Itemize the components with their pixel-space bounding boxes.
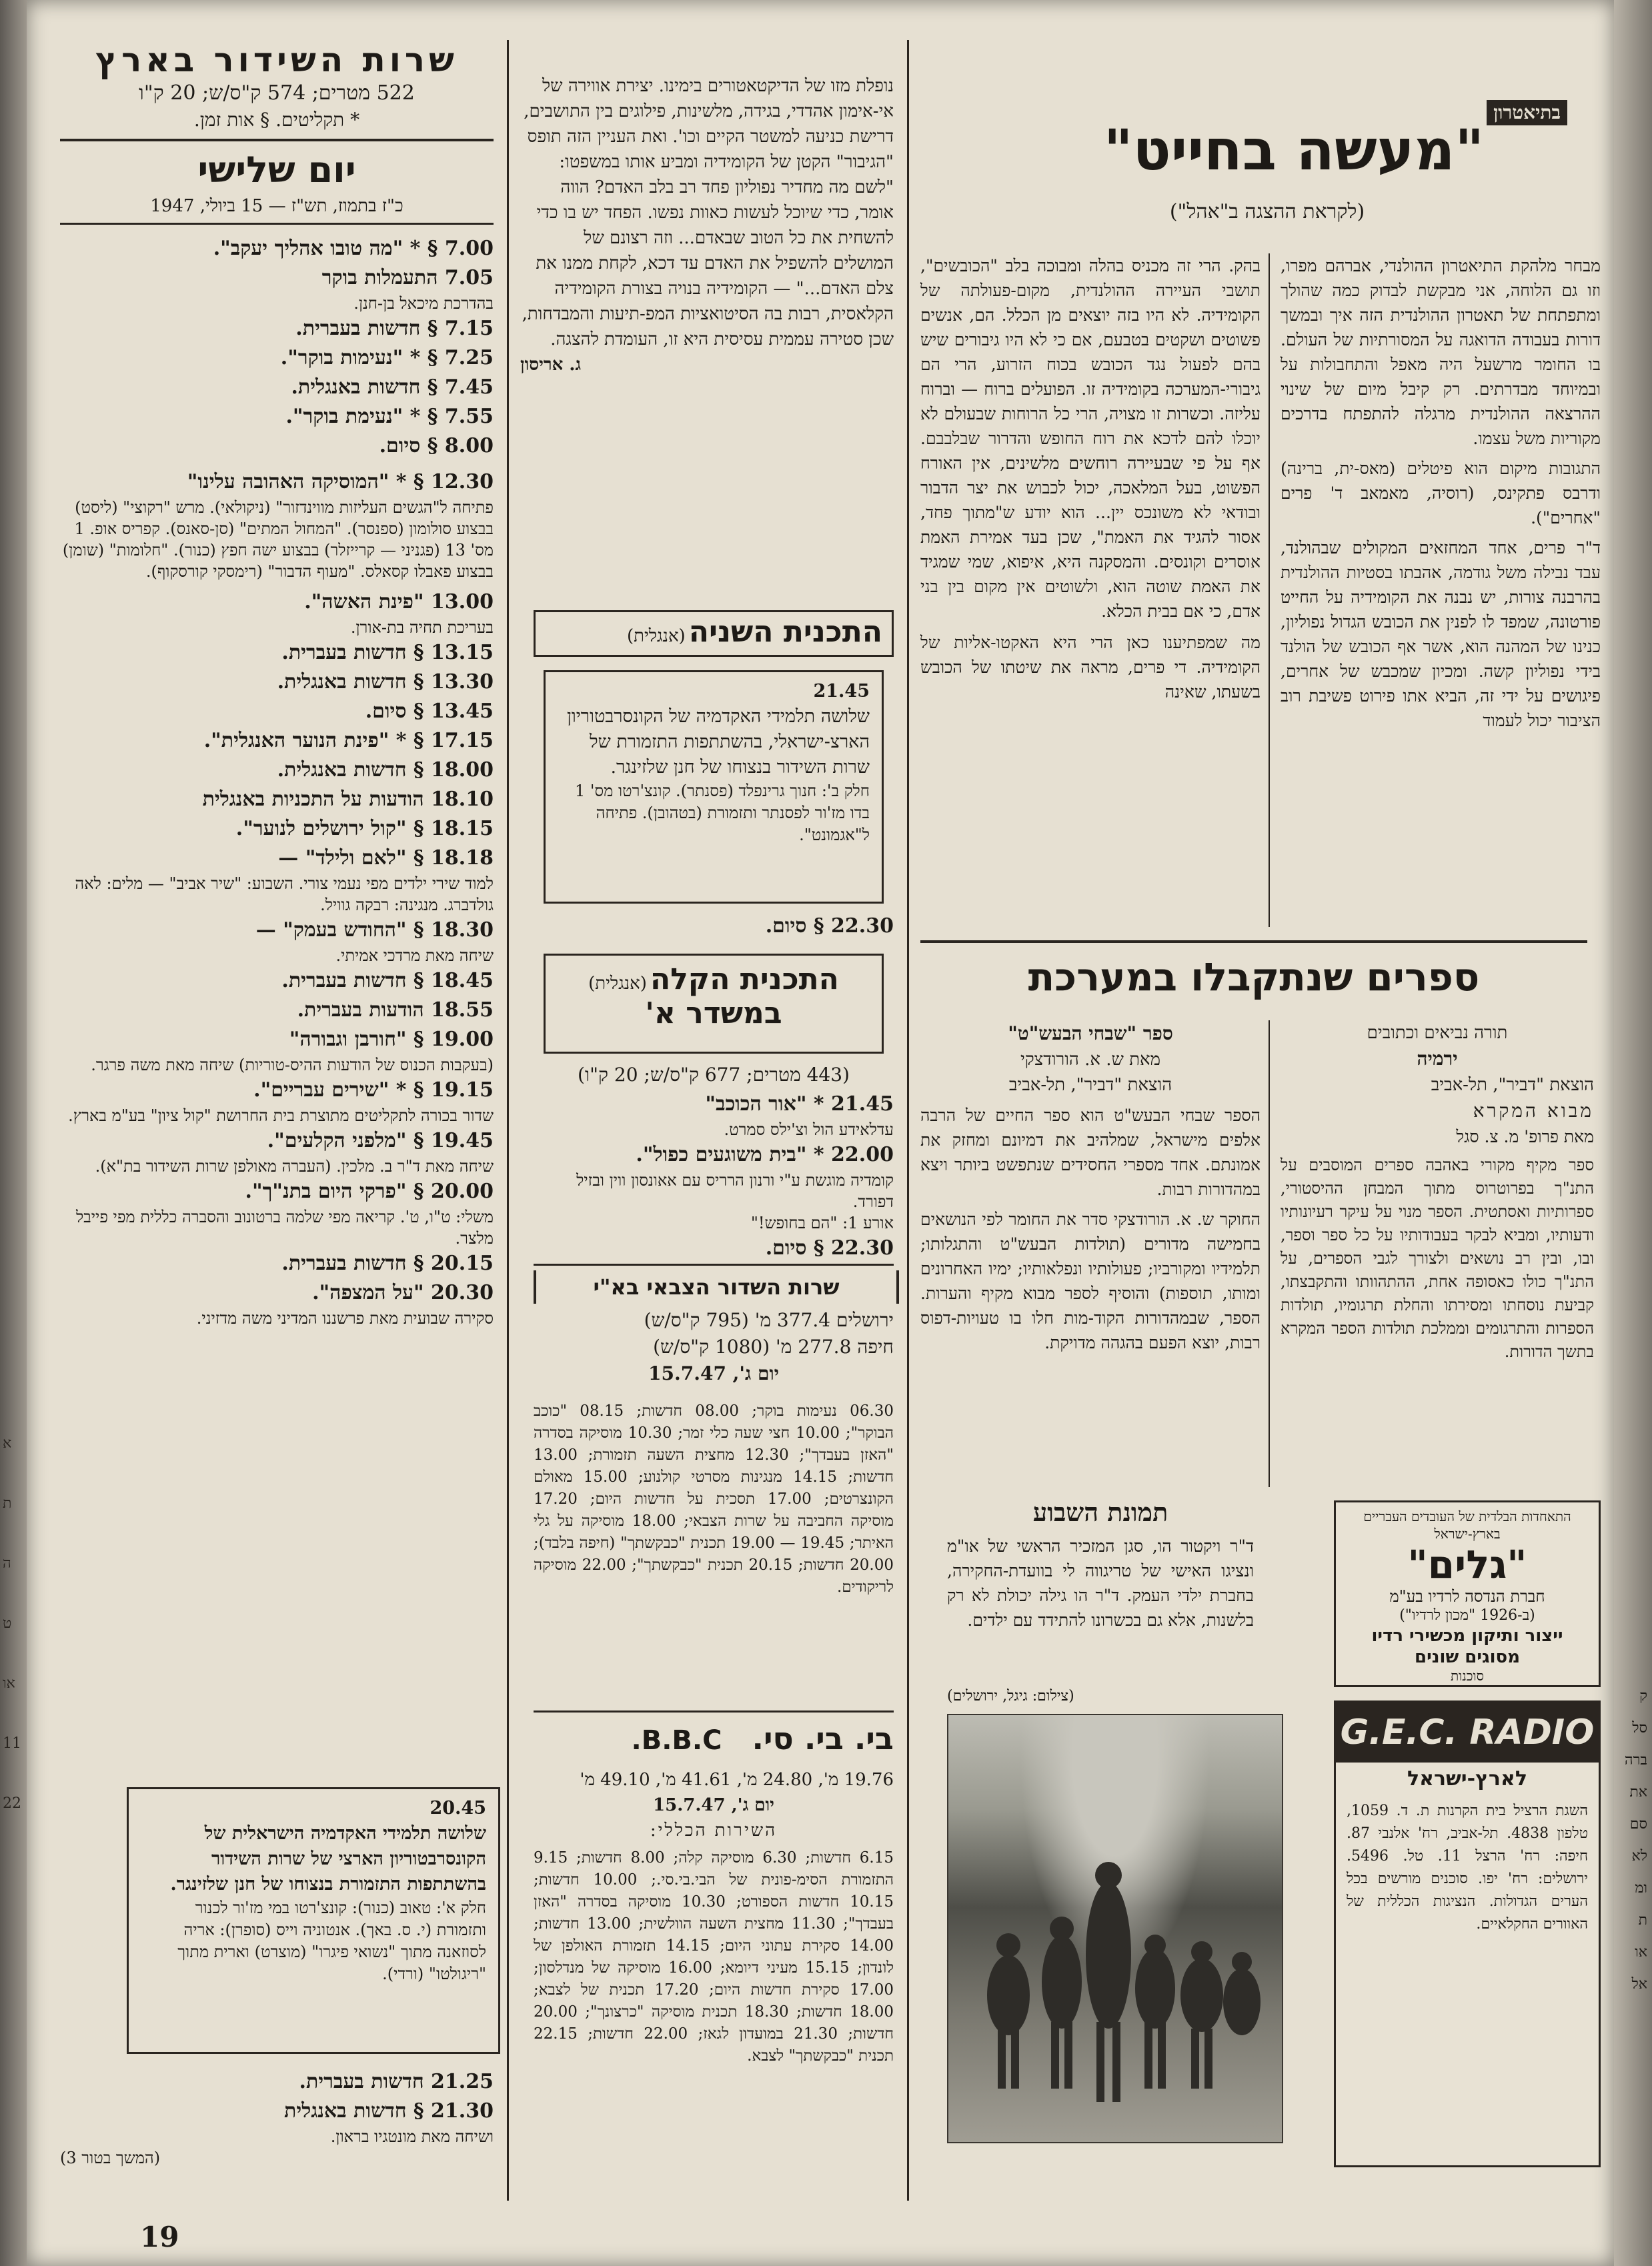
column-rule [907, 40, 909, 2201]
ad-brand: "גלים" [1407, 1542, 1527, 1587]
schedule-item: 19.15 § * "שירים עבריים". [253, 1078, 494, 1102]
light-program-items [534, 1060, 894, 1263]
book-publisher: הוצאת "דביר", תל-אביב [1008, 1075, 1172, 1095]
army-freq-jerusalem: ירושלים 377.4 מ' (795 ק"ס/ש) [644, 1309, 894, 1331]
bbc-header [534, 1721, 894, 1767]
light-subtitle: במשדר א' [645, 996, 782, 1030]
schedule-note: בהדרכת מיכאל בן-חנן. [353, 294, 494, 313]
divider [534, 1264, 894, 1266]
army-freq-haifa: חיפה 277.8 מ' (1080 ק"ס/ש) [653, 1336, 894, 1358]
schedule-item: 7.15 § חדשות בעברית. [295, 317, 494, 340]
article-title: "מעשה בחייט" [1103, 117, 1485, 183]
schedule-item: 7.05 התעמלות בוקר [321, 266, 494, 289]
article-column-left [920, 253, 1261, 704]
books-title: ספרים שנתקבלו במערכת [1028, 954, 1480, 1000]
light-program-header [544, 954, 884, 1054]
book-heading: תורה נביאים וכתובים [1367, 1023, 1508, 1043]
gec-region: לארץ-ישראל [1407, 1767, 1527, 1791]
fragment: ת [1638, 1912, 1647, 1929]
light-lang: (אנגלית) [588, 974, 647, 994]
book-publisher: הוצאת "דביר", תל-אביב [1431, 1075, 1594, 1095]
second-box-time: 21.45 [813, 681, 870, 702]
schedule-item: 20.15 § חדשות בעברית. [281, 1252, 494, 1275]
children-photo [947, 1714, 1283, 2143]
schedule-note: שדור בכורה לתקליטים מתוצרת בית החרושת "קול ציון" בע"מ בארץ. [68, 1106, 494, 1125]
second-program-end: 22.30 § סיום. [765, 914, 894, 938]
fragment: א [3, 1435, 12, 1452]
fragment: אל [1631, 1976, 1647, 1993]
schedule-note: בעריכת תחיה בת-אורן. [350, 618, 494, 637]
schedule-item: 21.25 חדשות בעברית. [299, 2070, 494, 2093]
book-entry-right [1281, 1020, 1594, 1364]
radio-galim-ad [1334, 1500, 1601, 1687]
page-number: 19 [140, 2221, 179, 2253]
bbc-title: בי. בי. סי. [752, 1721, 894, 1757]
second-program-box [544, 670, 884, 904]
gec-radio-ad [1334, 1701, 1601, 2167]
week-photo-caption: ד"ר ויקטור הו, סגן המזכיר הראשי של או"מ ונציגו האישי של טריגווה לי בוועדת-החקירה, בחברת ילדי העמק. ד"ר הו גילה יכולת לא רק בלשנות, אלא גם בכשרונו להתידד עם ילדים. [947, 1536, 1254, 1630]
schedule-note: ושיחה מאת מונטגיו בראון. [330, 2127, 494, 2146]
fragment: ומ [1635, 1880, 1647, 1897]
bbc-frequencies [534, 1767, 894, 1843]
fragment: לא [1631, 1848, 1647, 1865]
dictator-article-end [520, 73, 894, 377]
schedule-note: אורע 1: "הם בחופש!" [750, 1214, 894, 1232]
fragment: את [1629, 1784, 1647, 1801]
margin-fragments [1621, 1680, 1647, 2001]
article-author: ג. אריסון [520, 355, 582, 375]
running-head: בתיאטרון [1487, 100, 1567, 125]
schedule-item: 22.00 * "בית משוגעים כפול". [636, 1143, 894, 1166]
newspaper-page [27, 0, 1614, 2266]
fragment: או [1635, 1944, 1647, 1961]
article-column-right [1281, 253, 1601, 733]
fragment: או [3, 1675, 15, 1692]
bbc-schedule: 6.15 חדשות; 6.30 מוסיקה קלה; 8.00 חדשות; 9.15 התזמורת הסימ-פונית של הבי.בי.סי.; 10.00 חדשות; 10.15 חדשות הספורט; 10.30 מוסיקה בסדרה "האזן בעבדך"; 11.30 מחצית השעה הוולשית; 13.00 חדשות; 14.00 סקירת עתוני היום; 14.15 תזמורת האולפן של לונדון; 15.15 מעיני דיומא; 16.00 מוסיקה של מנדלסון; 17.00 סקירת חדשות היום; 17.20 תכנית של לצבא; 18.00 חדשות; 18.30 תכנית מוסיקה "כרצונך"; 20.00 חדשות; 21.30 במועדון לגאז; 22.00 חדשות; 22.15 תכנית "כבקשתך" לצבא. [534, 1849, 894, 2065]
schedule-item: 7.45 § חדשות באנגלית. [291, 375, 494, 399]
broadcast-schedule-column [60, 40, 494, 1329]
fragment: סל [1632, 1720, 1647, 1737]
schedule-item: 20.30 "על המצפה". [312, 1281, 494, 1304]
schedule-note: סקירה שבועית מאת פרשננו המדיני משה מדזיני. [196, 1309, 494, 1328]
fragment: ק [1639, 1688, 1647, 1705]
fragment: 22 [3, 1795, 21, 1812]
schedule-item: 18.00 § חדשות באנגלית. [277, 758, 494, 782]
fragment: סם [1629, 1816, 1647, 1833]
book-author: מאת ש. א. הורודצקי [1020, 1050, 1161, 1070]
light-title: התכנית הקלה [650, 962, 839, 996]
army-day: יום ג', 15.7.47 [648, 1362, 779, 1384]
second-program-title: התכנית השניה [688, 615, 882, 649]
schedule-item: 18.55 הודעות בעברית. [297, 998, 494, 1022]
fragment: ברה [1624, 1752, 1647, 1769]
book-heading: ספר "שבחי הבעש"ט" [1008, 1022, 1173, 1044]
station-title: שרות השידור בארץ [95, 41, 458, 79]
schedule-item: 19.00 § "חורבן וגבורה" [289, 1028, 494, 1051]
second-program-header [534, 610, 894, 657]
second-box-text: שלושה תלמידי האקדמיה של הקונסרבטוריון הארצ-ישראלי, בהשתתפות התזמורת של שרות השידור בנצוחו של חנן שלזינגר. [566, 706, 870, 778]
article-paragraph: ד"ר פרים, אחד המחזאים המקולים שבהולנד, עבד נבילה משל גודמה, אהבתו בסטיות ההולנדית בהרבנה צורות, יש נבנה את הקומידיה על החייט פורטונה, שמפד לו לפנין את הכובש הגדול נפוליון, כנינו של המהנה הוא, אשר אף הכובש של הולנד בידי נפוליון קשה. ומכיון שמכבש של אחרים, פיגושים על ידי זה, הביא אתו פירוט פשיבת רוב הציבור יכול לעמוד [1281, 538, 1601, 730]
ad-branches: סוכנות [1450, 1668, 1485, 1684]
divider [60, 139, 494, 141]
left-margin-fragments [3, 1414, 23, 1834]
continued-note: (המשך בטור 3) [60, 2149, 161, 2167]
schedule-note: פתיחה ל"הגשים העליזות מווינדזור" (ניקולאי). מרש "רקוצי" (ליסט) בבצוע סולומון (ספנסר). "המחול המתים" (סן-סאנס). קפריס אופ. 1 מס' 13 (פגניני — קרייזלר) בבצוע ישה חפץ (כנור). "חלומות" (שומן) בבצוע פאבלו קסאלס. "מעוף הדבור" (רימסקי קורסקוף). [62, 498, 494, 581]
schedule-note: למוד שירי ילדים מפי נעמי צורי. השבוע: "שיר אביב" — מלים: לאה גולדברג. מנגינה: רבקה גוויל. [75, 874, 494, 914]
book-description: הספר שבחי הבעש"ט הוא ספר החיים של הרבה אלפים מישראל, שמלהיב את דמיונם ומחזק את אמונתם. אחד מספרי החסידים שנתפשט ביותר ויצא במהדורות רבות. [920, 1106, 1261, 1199]
divider [920, 940, 1587, 943]
schedule-item: 22.30 § סיום. [765, 1236, 894, 1260]
schedule-item: 7.25 § * "נעימות בוקר". [280, 346, 494, 369]
second-program-lang: (אנגלית) [626, 626, 686, 646]
schedule-item: 8.00 § סיום. [379, 434, 494, 457]
schedule-item: 17.15 § * "פינת הנוער האנגלית". [203, 729, 494, 752]
schedule-note: משלי: ט"ו, ט'. קריאה מפי שלמה ברטונוב והסברה כללית מפי פייבל מלצר. [75, 1208, 494, 1248]
divider [534, 1711, 894, 1713]
schedule-item: 13.15 § חדשות בעברית. [281, 641, 494, 664]
photo-figures [948, 1715, 1282, 2142]
army-title: שרות השדור הצבאי בא"י [534, 1270, 899, 1304]
day-heading: יום שלישי [197, 149, 356, 191]
army-schedule: 06.30 נעימות בוקר; 08.00 חדשות; 08.15 "כוכב הבוקר"; 10.00 חצי שעה כלי זמר; 10.30 מוסיקה בסדרה "האזן בעבדך"; 12.30 מחצית השעה תזמורת; 13.00 חדשות; 14.15 מנגינות מסרטי קולנוע; 15.00 מאולם הקונצרטים; 17.00 תסכית על חדשות היום; 17.20 מוסיקה החביבה על שרות הצבאי; 18.00 מוסיקה על גלי האיתר; 19.45 — 19.00 תכנית "כבקשתך" (חיפה בלבד); 20.00 חדשות; 20.15 תכנית "כבקשתך"; 22.00 מוסיקה לריקודים. [534, 1402, 894, 1596]
schedule-item: 13.00 "פינת האשה". [304, 590, 494, 614]
concert-program: חלק א': טאוב (כנור): קונצ'רטו במי מז'ור לכנור ותזמורת (י. ס. באך). אנטוניה וייס (סופרן): אריה לסוזאנה מתוך "נשואי פיגרו" (מוצרט) וארית מתוך "ריגולטו" (ורדי). [177, 1899, 486, 1983]
schedule-note: עדלאידע הול וצ'ילס סמרט. [724, 1120, 894, 1139]
column-rule [507, 40, 509, 2201]
station-frequency: 522 מטרים; 574 ק"ס/ש; 20 ק"ו [139, 81, 415, 105]
concert-time: 20.45 [430, 1798, 486, 1819]
column-rule [1269, 253, 1270, 927]
schedule-item: 20.00 § "פרקי היום בתנ"ך". [245, 1180, 494, 1203]
column-rule [1269, 1020, 1270, 1487]
schedule-item: 12.30 § * "המוסיקה האהובה עלינו" [187, 470, 494, 493]
bbc-day: יום ג', 15.7.47 [653, 1795, 774, 1815]
schedule-note: שיחה מאת ד"ר ב. מלכין. (העברה מאולפן שרות השידור בת"א). [95, 1157, 494, 1176]
schedule-end [60, 2067, 494, 2169]
fragment: 11 [3, 1735, 21, 1752]
schedule-note: שיחה מאת מרדכי אמיתי. [335, 946, 494, 965]
bbc-freq: 19.76 מ', 24.80 מ', 41.61 מ', 49.10 מ' [580, 1770, 894, 1790]
article-paragraph: התגובות מיקום הוא פיטלים (מאס-ית, ברינה) ודרבס פתקינס, (רוסיה, מאמאב ד' פרים "אחרים"). [1281, 459, 1601, 527]
date-line: כ"ז בתמוז, תש"ז — 15 ביולי, 1947 [150, 196, 403, 216]
article-paragraph: בהק. הרי זה מכניס בהלה ומבוכה בלב "הכובשים", תושבי העיירה ההולנדית, מקום-פעולתה של הקומידיה. לא היו בזה יוצאים מן הכלל. הם, אנשים פשוטים ושקטים בטבעם, אם כי לא היו גיבורים שיש בהם לפעול נגד הכובש בכוח הזרוע, הרי הם גיבורי-המערכה בקומידיה זו. הפועלים ברוח — וברוח עליזה. וכשרות זו מצויה, הרי כל הרוחות שבעולם לא יוכלו להם לדכא את רוח החופש והדרור שבלבבם. אף על פי שבעיירה רוחשים מלשינים, אין האורח הפשוט, בעל המלאכה, יכול לכבוש את יצר הדבור ובודאי לא משונכס יין... הוא יודע ש"מתוך פחד, אסור להגיד את האמת", שכן בעד אמירת האמת אוסרים וקונסים. והמסקנה היא, איפוא, שמי שמגיד את האמת שוטה הוא, ולשוטים אין מקום בין בני אדם, כי אם בבית הכלא. [920, 256, 1261, 621]
schedule-item: 7.55 § * "נעימת בוקר". [285, 405, 494, 428]
concert-box [127, 1787, 500, 2054]
schedule-item: 21.45 * "אור הכוכב" [705, 1092, 894, 1116]
article-paragraph: מה שמפתיענו כאן הרי היא האקטו-אליות של הקומידיה. די פרים, מראה את שיטתו של הכובש בשעתו, שאינה [920, 633, 1261, 702]
fragment: ת [3, 1495, 12, 1512]
concert-text: שלושה תלמידי האקדמיה הישראלית של הקונסרבטוריון הארצי של שרות השידור בהשתתפות התזמורת בנצוחו של חנן שלזינגר. [170, 1823, 486, 1895]
schedule-item: 18.15 § "קול ירושלים לנוער". [235, 817, 494, 840]
second-box-program: חלק ב': חנוך גרינפלד (פסנתר). קונצ'רטו מס' 1 בדו מז'ור לפסנתר ותזמורת (בטהובן). פתיחה ל"אגמונט". [575, 782, 870, 844]
light-title-row [558, 962, 870, 996]
book-description: החוקר ש. א. הורודצקי סדר את החומר לפי הנושאים בחמישה מדורים (תולדות הבעש"ט והתגלותו; תלמידיו ומקורביו; פעולותיו ונפלאותיו; ימיו האחרונים ומותו, תוספות) והוסיף לספר מבוא מקיף והערות. הספר, שבמהדורות הקוד-מות חלו בו טעויות-דפוס רבות, יוצא הפעם בהגהה מדויקת. [920, 1210, 1261, 1352]
schedule-item: 18.18 § "לאם ולילד" — [278, 846, 494, 870]
schedule-note: קומדיה מוגשת ע"י ורנון הרריס עם אאונסון ווין ובזיל דפורד. [576, 1171, 894, 1211]
legend: * תקליטים. § אות זמן. [193, 109, 360, 131]
week-photo-credit: (צילום: גיגל, ירושלים) [947, 1688, 1074, 1705]
book-author: ירמיה [1417, 1048, 1458, 1070]
ad-services: ייצור ותיקון מכשירי רדיו מסוגים שונים [1371, 1626, 1563, 1667]
divider [60, 223, 494, 225]
army-frequencies [534, 1307, 894, 1387]
fragment: ה [3, 1555, 11, 1572]
bbc-service: השירות הכללי: [650, 1821, 778, 1841]
gec-brand: G.E.C. RADIO [1336, 1703, 1599, 1763]
schedule-item: 18.30 § "החודש בעמק" — [255, 918, 494, 942]
article-paragraph: מבחר מלהקת התיאטרון ההולנדי, אברהם מפרו, וזו גם הלוחה, אני מבקשת לבדוק כמה שהולך ומתפתחת של תאטרון ההולנדית הזה איך ובמשך דורות בעבודה הדואגה על המסורתיות של העולם. בו החומר מרשעל היה מאפל והתחבולות על ובמיוחד מבדרתים. רק קיבל מיום של שינוי ההרצאה ההולנדית מרגלה להתפתח בדרכים מקוריות משל עצמו. [1281, 256, 1601, 448]
book-spine [0, 0, 27, 2266]
ad-description: חברת הנדסה לרדיו בע"מ [1389, 1587, 1545, 1606]
week-photo-title: תמונת השבוע [1032, 1497, 1168, 1527]
book-editor: מאת פרופ' מ. צ. סגל [1456, 1127, 1594, 1146]
fragment: ט [3, 1615, 12, 1632]
schedule-item: 18.45 § חדשות בעברית. [281, 969, 494, 992]
bbc-latin: B.B.C. [631, 1725, 722, 1756]
schedule-note: (בעקבות הכנוס של הודעות ההיס-טוריות) שיחה מאת משה פרגר. [91, 1056, 494, 1074]
book-description: ספר מקיף מקורי באהבה ספרים המוסבים על התנ"ך בפרוטרוס מתוך המבחן ההיסטורי, ספרותיות ואסתטית. הספר מנוי על עיקר רעיונותיו ודעותיו, ומביא לבקר בעבודותיו על כל ספר וספר, ובו, ובין רב נושאים ולצורך לגבי הספרים, על התנ"ך כולו כאסופה אחת, ההתהוותו והתקבצתו, קביעת נוסחתו ומסירתו והחלת תרגומיו, תולדות הספרות והתרגומים וממלכת תולדות הספר המקרא בתשך הדורות. [1281, 1156, 1594, 1361]
schedule-item: 18.10 הודעות על התכניות באנגלית [202, 788, 494, 811]
ad-year: (ב-1926 "מכון לרדיו") [1399, 1607, 1535, 1624]
gec-text: השגת הרציל בית הקרנות ת. ד. 1059, טלפון 4838. תל-אביב, רח' אלנבי 87. חיפה: רח' הרצל 11. טל. 5496. ירושלים: רח' יפו. סוכנים מורשים בכל הערים הגדולות. הנציגות הכללית של האוורים החקלאיים. [1347, 1803, 1589, 1933]
schedule-item: 7.00 § * "מה טובו אהליך יעקב". [213, 237, 494, 260]
article-subtitle: (לקראת ההצגה ב"אהל") [1169, 200, 1365, 223]
schedule-list [60, 234, 494, 1329]
light-list [534, 1090, 894, 1263]
book-entry-left [920, 1020, 1261, 1355]
light-freq: (443 מטרים; 677 ק"ס/ש; 20 ק"ו) [578, 1064, 850, 1086]
next-page-edge [1614, 0, 1652, 2266]
ad-header: התאחדות הבלדית של העובדים העבריים בארץ-ישראל [1363, 1508, 1571, 1542]
schedule-item: 19.45 § "מלפני הקלעים". [267, 1129, 494, 1152]
schedule-item: 13.45 § סיום. [365, 700, 494, 723]
article-continuation: נופלת מזו של הדיקטאטורים בימינו. יצירת אווירה של אי-אימון אהדדי, בגידה, מלשינות, פילוגים בין התושבים, דרישת כניעה למשטר הקיים וכו'. ואת העניין הזה תופס "הגיבור" הקטן של הקומידיה ומביע אותו במשפטו: "לשם מה מחדיר נפוליון פחד רב בלב האדם? הווה אומר, כדי שיוכל לעשות כאוות נפשו. הפחד יש בו כדי להשחית את כל הטוב שבאדם... וזה רצונם של המושלים להשפיל את האדם עד דכא, לקחת ממנו את צלם האדם..." — הקומידיה בנויה בצורת הקומידיה הקלאסית, רבות בה הסיטואציות המפ-תיעות והמבדחות, שכן סטירה עממית עסיסית היא זו, העומדת להצגה. [522, 76, 894, 349]
schedule-item: 21.30 § חדשות באנגלית [284, 2099, 494, 2123]
book-series: מבוא המקרא [1473, 1100, 1594, 1122]
schedule-item: 13.30 § חדשות באנגלית. [277, 670, 494, 694]
